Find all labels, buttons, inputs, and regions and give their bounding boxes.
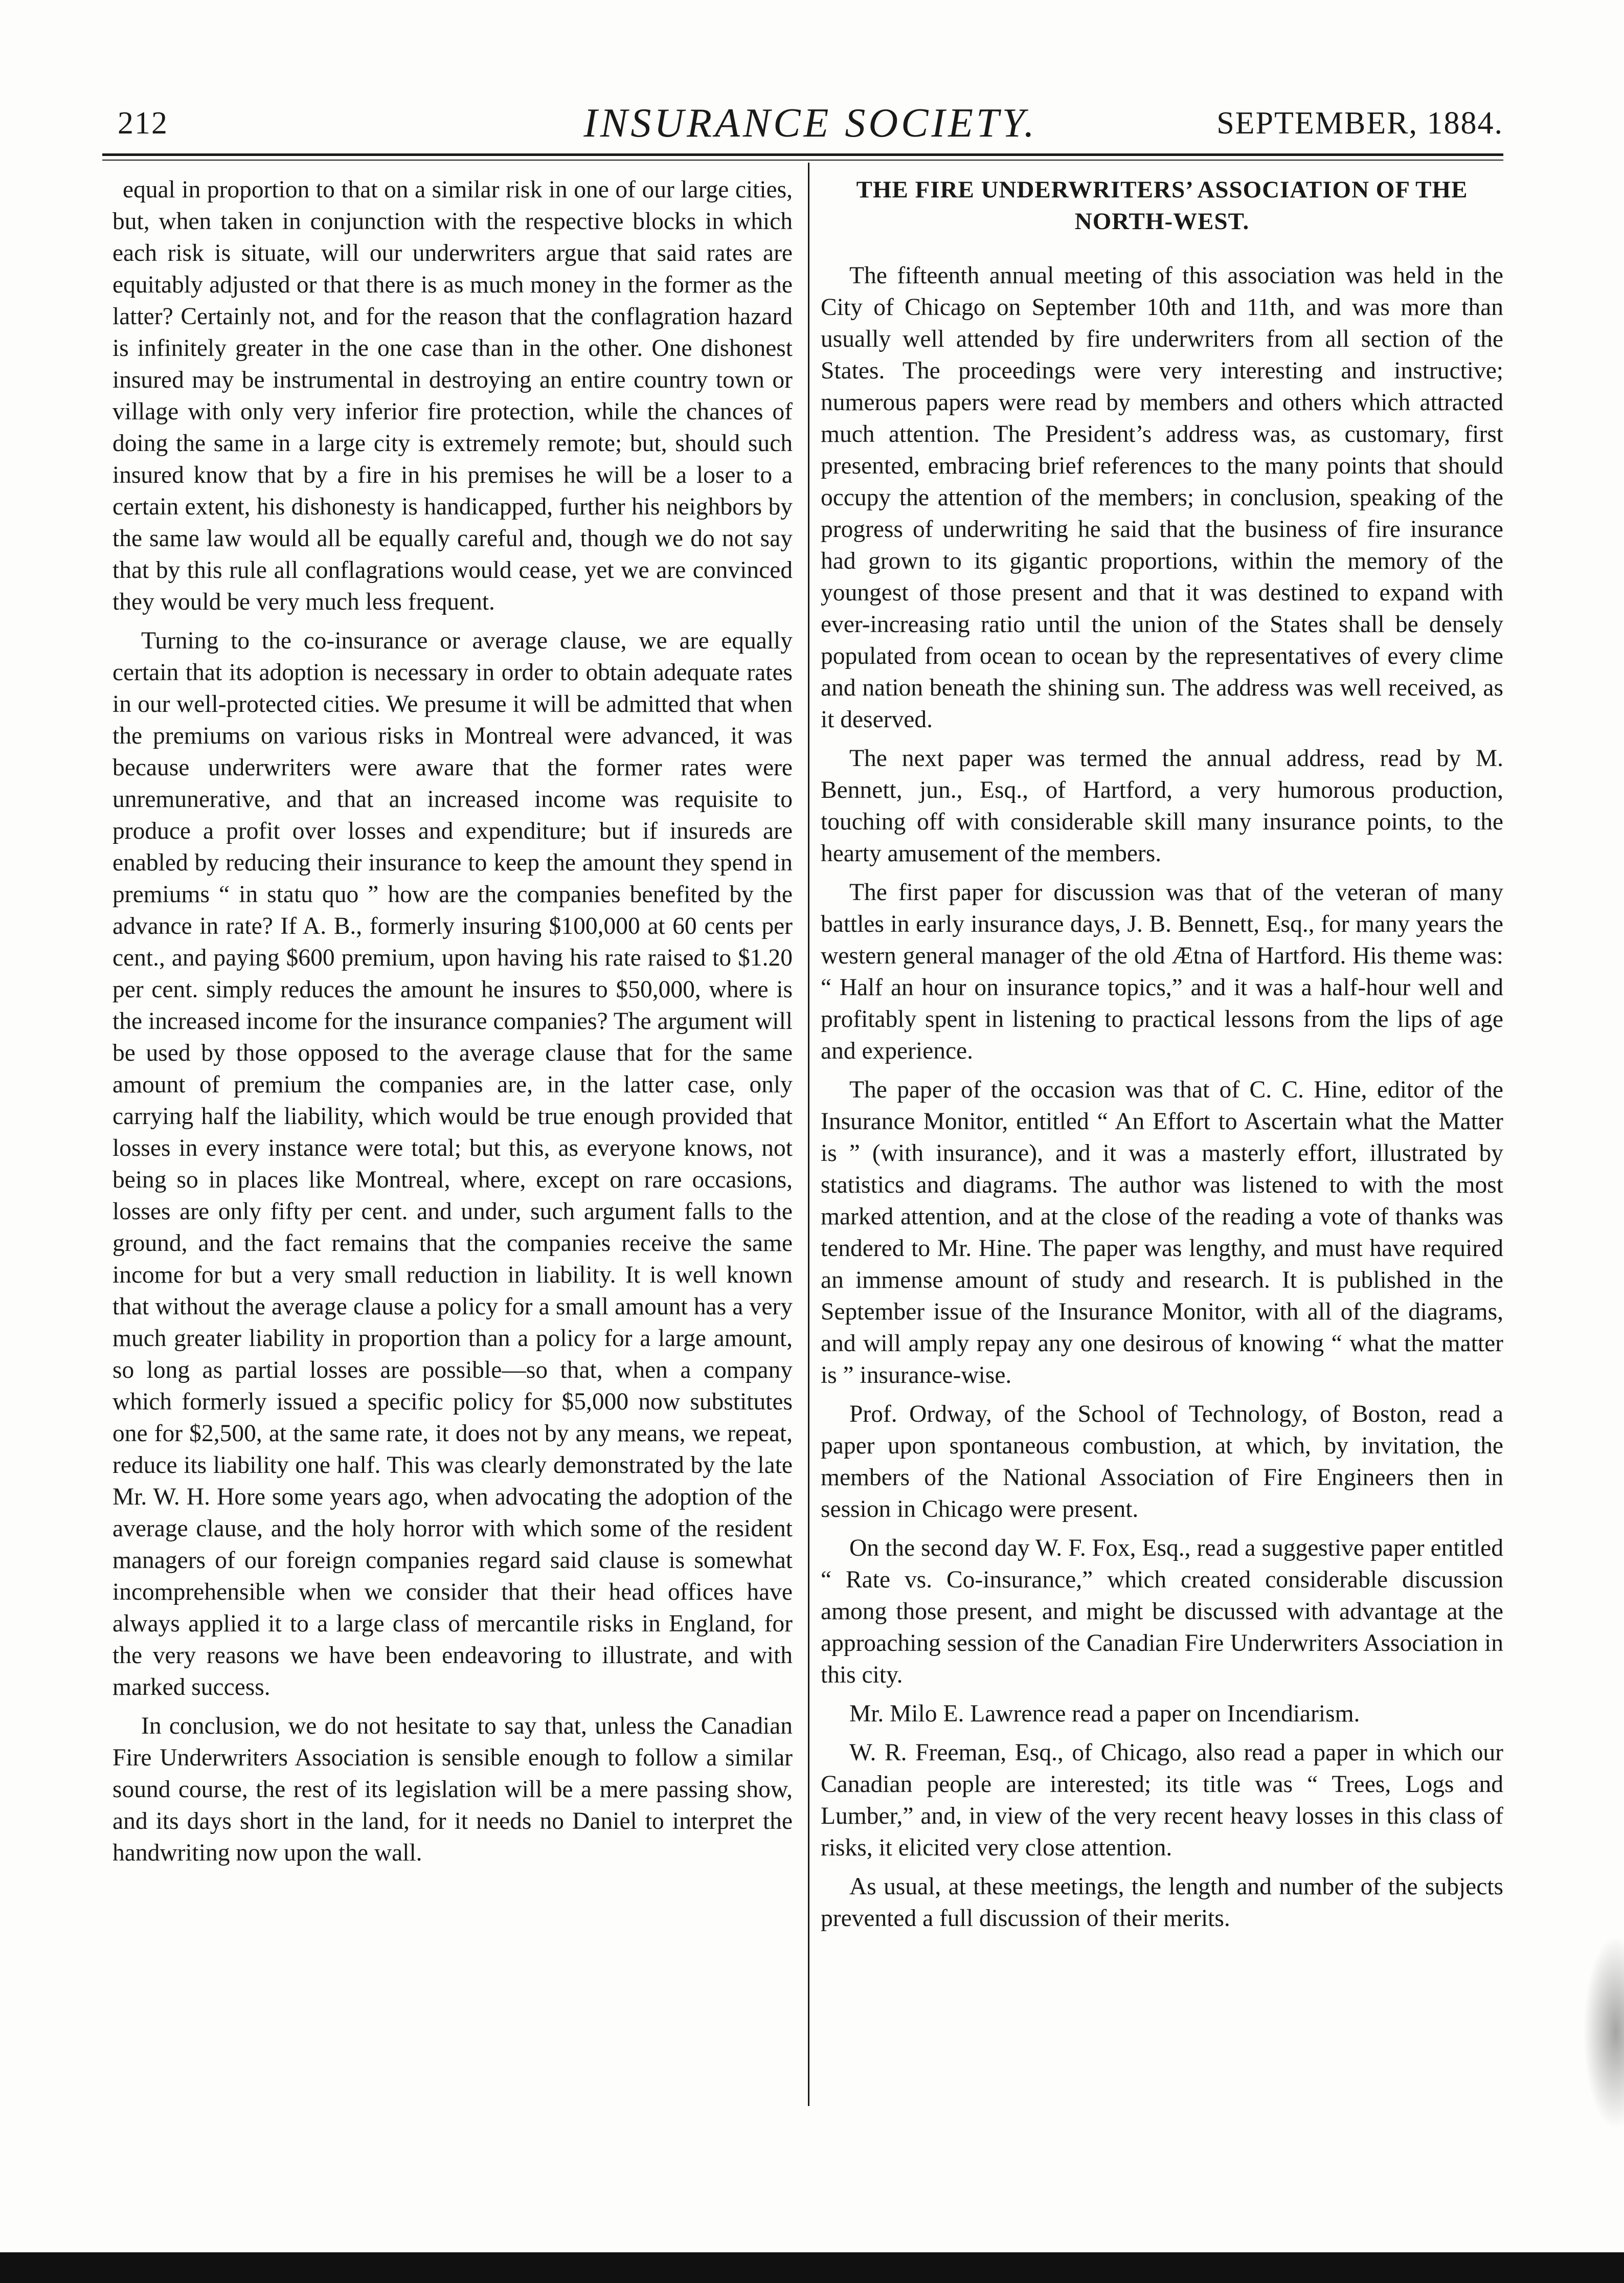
- page-number: 212: [118, 106, 168, 141]
- right-paragraph: As usual, at these meetings, the length and number of the subjects prevented a full discussion of their merits.: [821, 1873, 1503, 1932]
- right-paragraph: The paper of the occasion was that of C. C. Hine, editor of the Insurance Monitor, entitled “ An Effort to Ascertain what the Matter is ” (with insurance), and it was a masterly effort, illustrated by statistics and diagrams. The author was listened to with the most marked attention, and at the close of the reading a vote of thanks was tendered to Mr. Hine. The paper was lengthy, and must have required an immense amount of study and research. It is published in the September issue of the Insurance Monitor, with all of the diagrams, and will amply repay any one desirous of knowing “ what the matter is ” insurance-wise.: [821, 1077, 1503, 1389]
- left-paragraph: equal in proportion to that on a similar risk in one of our large cities, but, when taken in conjunction with the respective blocks in which each risk is situate, will our underwriters argue that said rates are equitably adjusted or that there is as much money in the former as the latter? Certainly not, and for the reason that the conflagration hazard is infinitely greater in the one case than in the other. One dishonest insured may be instrumental in destroying an entire country town or village with only very inferior fire protection, while the chances of doing the same in a large city is extremely remote; but, should such insured know that by a fire in his premises he will be a loser to a certain extent, his dishonesty is handicapped, further his neighbors by the same law would all be equally careful and, though we do not say that by this rule all conflagrations would cease, yet we are convinced they would be very much less frequent.: [112, 176, 793, 615]
- right-paragraph: On the second day W. F. Fox, Esq., read a suggestive paper entitled “ Rate vs. Co-insurance,” which created considerable discussion among those present, and might be discussed with advantage at the approaching session of the Canadian Fire Underwriters Association in this city.: [821, 1535, 1503, 1688]
- right-paragraph: The fifteenth annual meeting of this association was held in the City of Chicago on September 10th and 11th, and was more than usually well attended by fire underwriters from all section of the States. The proceedings were very interesting and instructive; numerous papers were read by members and others which attracted much attention. The President’s address was, as customary, first presented, embracing brief references to the many points that should occupy the attention of the members; in conclusion, speaking of the progress of underwriting he said that the business of fire insurance had grown to its gigantic proportions, within the memory of the youngest of those present and that it was destined to expand with ever-increasing ratio until the union of the States shall be densely populated from ocean to ocean by the representatives of every clime and nation beneath the shining sun. The address was well received, as it deserved.: [821, 262, 1503, 733]
- header-rule: [102, 153, 1503, 156]
- journal-title: INSURANCE SOCIETY.: [583, 101, 1037, 146]
- right-paragraph: The next paper was termed the annual address, read by M. Bennett, jun., Esq., of Hartford, a very humorous production, touching off with considerable skill many insurance points, to the hearty amusement of the members.: [821, 745, 1503, 867]
- page-edge-smudge: [1583, 1935, 1624, 2130]
- right-paragraph: Prof. Ordway, of the School of Technology, of Boston, read a paper upon spontaneous combustion, at which, by invitation, the members of the National Association of Fire Engineers then in session in Chicago were present.: [821, 1401, 1503, 1523]
- right-paragraph: The first paper for discussion was that of the veteran of many battles in early insurance days, J. B. Bennett, Esq., for many years the western general manager of the old Ætna of Hartford. His theme was: “ Half an hour on insurance topics,” and it was a half-hour well and profitably spent in listening to practical lessons from the lips of age and experience.: [821, 879, 1503, 1064]
- right-column: [821, 174, 1503, 1941]
- scan-bottom-edge: [0, 2252, 1624, 2283]
- left-paragraph: Turning to the co-insurance or average clause, we are equally certain that its adoption is necessary in order to obtain adequate rates in our well-protected cities. We presume it will be admitted that when the premiums on various risks in Montreal were advanced, it was because underwriters were aware that the former rates were unremunerative, and that an increased income was requisite to produce a profit over losses and expenditure; but if insureds are enabled by reducing their insurance to keep the amount they spend in premiums “ in statu quo ” how are the companies benefited by the advance in rate? If A. B., formerly insuring $100,000 at 60 cents per cent., and paying $600 premium, upon having his rate raised to $1.20 per cent. simply reduces the amount he insures to $50,000, where is the increased income for the insurance companies? The argument will be used by those opposed to the average clause that for the same amount of premium the companies are, in the latter case, only carrying half the liability, which would be true enough provided that losses in every instance were total; but this, as everyone knows, not being so in places like Montreal, where, except on rare occasions, losses are only fifty per cent. and under, such argument falls to the ground, and the fact remains that the companies receive the same income for but a very small reduction in liability. It is well known that without the average clause a policy for a small amount has a very much greater liability in proportion than a policy for a large amount, so long as partial losses are possible—so that, when a company which formerly issued a specific policy for $5,000 now substitutes one for $2,500, at the same rate, it does not by any means, we repeat, reduce its liability one half. This was clearly demonstrated by the late Mr. W. H. Hore some years ago, when advocating the adoption of the average clause, and the holy horror with which some of the resident managers of our foreign companies regard said clause is somewhat incomprehensible when we consider that their head offices have always applied it to a large class of mercantile risks in England, for the very reasons we have been endeavoring to illustrate, and with marked success.: [112, 628, 793, 1700]
- column-divider: [808, 163, 809, 2106]
- right-paragraph: Mr. Milo E. Lawrence read a paper on Incendiarism.: [849, 1700, 1360, 1727]
- article-title: THE FIRE UNDERWRITERS’ ASSOCIATION OF THE NORTH-WEST.: [856, 176, 1468, 235]
- left-column: [112, 174, 793, 1876]
- right-paragraph: W. R. Freeman, Esq., of Chicago, also read a paper in which our Canadian people are interested; its title was “ Trees, Logs and Lumber,” and, in view of the very recent heavy losses in this class of risks, it elicited very close attention.: [821, 1739, 1503, 1861]
- header-rule-thin: [102, 160, 1503, 161]
- issue-date: SEPTEMBER, 1884.: [1216, 106, 1503, 141]
- left-paragraph: In conclusion, we do not hesitate to say that, unless the Canadian Fire Underwriters Association is sensible enough to follow a similar sound course, the rest of its legislation will be a mere passing show, and its days short in the land, for it needs no Daniel to interpret the handwriting now upon the wall.: [112, 1713, 793, 1866]
- page-header: [118, 102, 1503, 148]
